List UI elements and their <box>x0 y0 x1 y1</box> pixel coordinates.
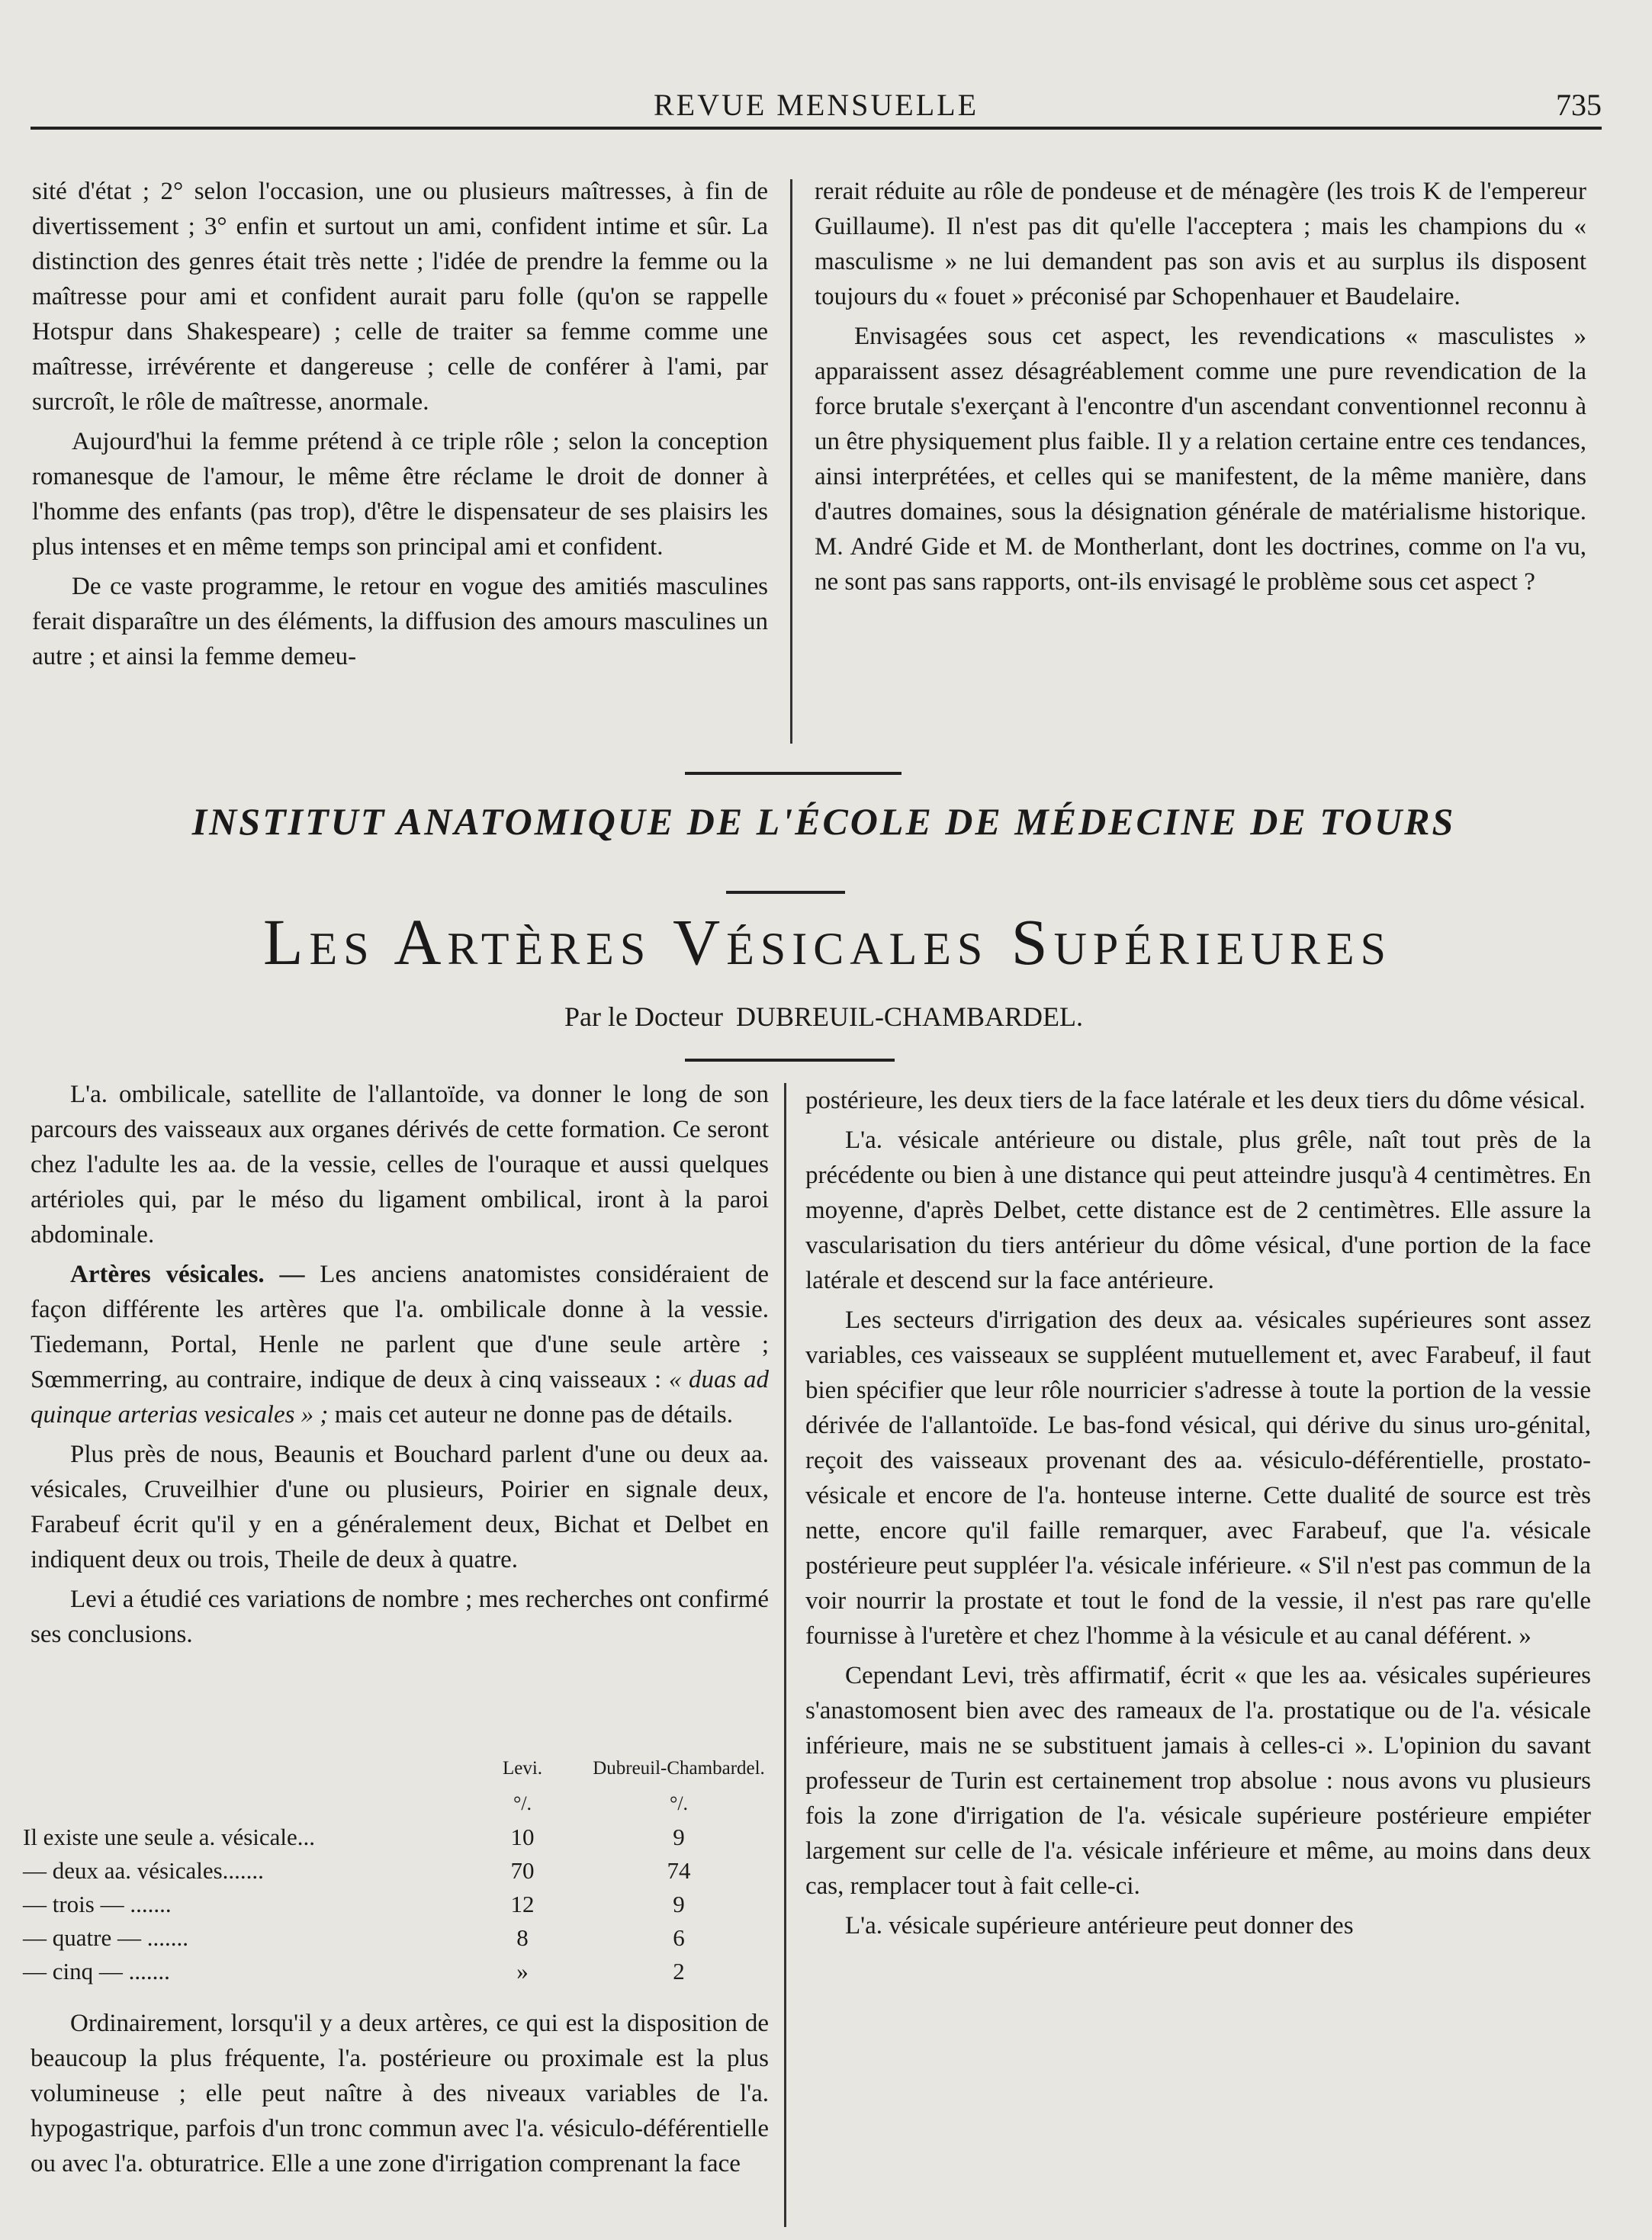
paragraph <box>31 1257 769 1432</box>
paragraph: Cependant Levi, très affirmatif, écrit « que les aa. vésicales supérieures s'anastomosent bien avec des rameaux de l'a. prostatique ou de l'a. vésicale inférieure, mais ne se substituent jamais à celles-ci ». L'opinion du savant professeur de Turin est certainement trop absolue : nous avons vu plusieurs fois la zone d'irrigation de l'a. vésicale supérieure postérieure empiéter largement sur celle de l'a. vésicale inférieure et même, au moins dans deux cas, remplacer tout à fait celle-ci. <box>805 1662 1591 1900</box>
table-row <box>23 1854 770 1888</box>
table-corner <box>23 1758 458 1787</box>
section-runin-heading: Artères vésicales. — <box>70 1261 305 1288</box>
paragraph: postérieure, les deux tiers de la face latérale et les deux tiers du dôme vésical. <box>805 1087 1586 1114</box>
page-number: 735 <box>1556 88 1602 122</box>
page-header <box>31 82 1602 128</box>
column-header-dubreuil: Dubreuil-Chambardel. <box>593 1758 765 1779</box>
paragraph: De ce vaste programme, le retour en vogue des amitiés masculines ferait disparaître un des éléments, la diffusion des amours masculines un autre ; et ainsi la femme demeu- <box>32 573 768 670</box>
unit-cell: °/. <box>513 1792 532 1814</box>
running-head: REVUE MENSUELLE <box>653 88 979 122</box>
levi-value: 8 <box>516 1924 529 1951</box>
byline-separator <box>685 1059 895 1062</box>
statistics-table <box>23 1758 770 1988</box>
row-label: — quatre — ....... <box>23 1924 188 1951</box>
dubreuil-value: 2 <box>673 1958 685 1985</box>
section-separator <box>685 772 902 775</box>
row-label: — cinq — ....... <box>23 1958 170 1985</box>
title-separator <box>726 891 845 894</box>
byline-prefix: Par le Docteur <box>564 1001 723 1032</box>
dubreuil-value: 9 <box>673 1891 685 1917</box>
institute-heading: INSTITUT ANATOMIQUE DE L'ÉCOLE DE MÉDECINE DE TOURS <box>191 800 1456 843</box>
levi-value: 70 <box>510 1857 535 1884</box>
dubreuil-value: 74 <box>667 1857 691 1884</box>
row-label: Il existe une seule a. vésicale... <box>23 1824 316 1850</box>
article-right-column <box>805 1083 1591 1948</box>
table-row <box>23 1888 770 1921</box>
column-divider <box>784 1083 786 2227</box>
byline <box>305 1001 1342 1033</box>
row-label: — deux aa. vésicales....... <box>23 1857 264 1884</box>
previous-article-right-column <box>815 174 1586 604</box>
paragraph-text: mais cet auteur ne donne pas de détails. <box>334 1401 733 1429</box>
article-left-column <box>31 1077 769 1657</box>
header-rule <box>31 127 1602 130</box>
latin-quote: « duas ad quinque arterias vesicales » ; <box>31 1366 770 1429</box>
paragraph: Les secteurs d'irrigation des deux aa. vésicales supérieures sont assez variables, ces vaisseaux se suppléent mutuellement et, avec Farabeuf, il faut bien spécifier que leur rôle nourricier s'adresse à toute la portion de la vessie dérivée de l'allantoïde. Le bas-fond vésical, qui dérive du sinus uro-génital, reçoit des vaisseaux provenant des aa. vésiculo-déférentielle, prostato-vésicale et encore de l'a. honteuse interne. Cette dualité de source est très nette, encore qu'il faille remarquer, avec Farabeuf, que l'a. vésicale postérieure peut suppléer l'a. vésicale inférieure. « S'il n'est pas commun de la voir nourrir la prostate et tout le fond de la vessie, il n'est pas rare qu'elle fournisse à l'uretère et chez l'homme à la vésicule et au canal déférent. » <box>805 1306 1591 1650</box>
article-left-column-continued <box>31 2006 769 2186</box>
dubreuil-value: 6 <box>673 1924 685 1951</box>
paragraph-text: Les anciens anatomistes considéraient de façon différente les artères que l'a. ombilicale donne à la vessie. Tiedemann, Portal, Henle ne parlent que d'une seule artère ; Sœmmerring, au contraire, indique de deux à cinq vaisseaux : <box>31 1261 769 1393</box>
row-label: — trois — ....... <box>23 1891 172 1917</box>
paragraph: Ordinairement, lorsqu'il y a deux artères, ce qui est la disposition de beaucoup la plus fréquente, l'a. postérieure ou proximale est la plus volumineuse ; elle peut naître à des niveaux variables de l'a. hypogastrique, parfois d'un tronc commun avec l'a. vésiculo-déférentielle ou avec l'a. obturatrice. Elle a une zone d'irrigation comprenant la face <box>31 2010 769 2177</box>
table-units-row <box>23 1787 770 1821</box>
table-row <box>23 1955 770 1988</box>
paragraph: L'a. ombilicale, satellite de l'allantoïde, va donner le long de son parcours des vaisseaux aux organes dérivés de cette formation. Ce seront chez l'adulte les aa. de la vessie, celles de l'ouraque et aussi quelques artérioles qui, par le méso du ligament ombilical, iront à la paroi abdominale. <box>31 1081 769 1249</box>
paragraph: Plus près de nous, Beaunis et Bouchard parlent d'une ou deux aa. vésicales, Cruveilhier d'une ou plusieurs, Poirier en signale deux, Farabeuf écrit qu'il y en a généralement deux, Bichat et Delbet en indiquent deux ou trois, Theile de deux à quatre. <box>31 1441 769 1573</box>
table-row <box>23 1921 770 1955</box>
author-name: DUBREUIL-CHAMBARDEL. <box>735 1001 1083 1032</box>
paragraph: Envisagées sous cet aspect, les revendications « masculistes » apparaissent assez désagréablement comme une pure revendication de la force brutale s'exerçant à l'encontre d'un ascendant conventionnel reconnu à un être physiquement plus faible. Il y a relation certaine entre ces tendances, ainsi interprétées, et celles qui se manifestent, de la même manière, dans d'autres domaines, sous la désignation générale de matérialisme historique. M. André Gide et M. de Montherlant, dont les doctrines, comme on l'a vu, ne sont pas sans rapports, ont-ils envisagé le problème sous cet aspect ? <box>815 323 1586 596</box>
paragraph: L'a. vésicale antérieure ou distale, plus grêle, naît tout près de la précédente ou bien à une distance qui peut atteindre jusqu'à 4 centimètres. En moyenne, d'après Delbet, cette distance est de 2 centimètres. Elle assure la vascularisation du tiers antérieur du dôme vésical, d'une portion de la face latérale et descend sur la face antérieure. <box>805 1126 1591 1294</box>
previous-article-left-column <box>32 174 768 679</box>
paragraph: Aujourd'hui la femme prétend à ce triple rôle ; selon la conception romanesque de l'amour, le même être réclame le droit de donner à l'homme des enfants (pas trop), d'être le dispensateur de ses plaisirs les plus intenses et en même temps son principal ami et confident. <box>32 428 768 561</box>
paragraph: L'a. vésicale supérieure antérieure peut donner des <box>845 1912 1354 1940</box>
levi-value: » <box>516 1958 529 1985</box>
article-title: Les Artères Vésicales Supérieures <box>263 905 1392 979</box>
dubreuil-value: 9 <box>673 1824 685 1850</box>
unit-cell: °/. <box>669 1792 689 1814</box>
column-divider <box>790 179 792 744</box>
paragraph: rerait réduite au rôle de pondeuse et de ménagère (les trois K de l'empereur Guillaume). Il n'est pas dit qu'elle l'acceptera ; mais les champions du « masculisme » ne lui demandent pas son avis et au surplus ils disposent toujours du « fouet » préconisé par Schopenhauer et Baudelaire. <box>815 178 1586 310</box>
levi-value: 10 <box>510 1824 535 1850</box>
table-cell <box>23 1787 458 1821</box>
levi-value: 12 <box>510 1891 535 1917</box>
paragraph: sité d'état ; 2° selon l'occasion, une ou plusieurs maîtresses, à fin de divertissement ; 3° enfin et surtout un ami, confident intime et sûr. La distinction des genres était très nette ; l'idée de prendre la femme ou la maîtresse pour ami et confident aurait paru folle (qu'on se rappelle Hotspur dans Shakespeare) ; celle de traiter sa femme comme une maîtresse, irrévérente et dangereuse ; celle de conférer à l'ami, par surcroît, le rôle de maîtresse, anormale. <box>32 178 768 416</box>
table-row <box>23 1821 770 1854</box>
paragraph: Levi a étudié ces variations de nombre ; mes recherches ont confirmé ses conclusions. <box>31 1586 769 1648</box>
column-header-levi: Levi. <box>502 1758 543 1779</box>
